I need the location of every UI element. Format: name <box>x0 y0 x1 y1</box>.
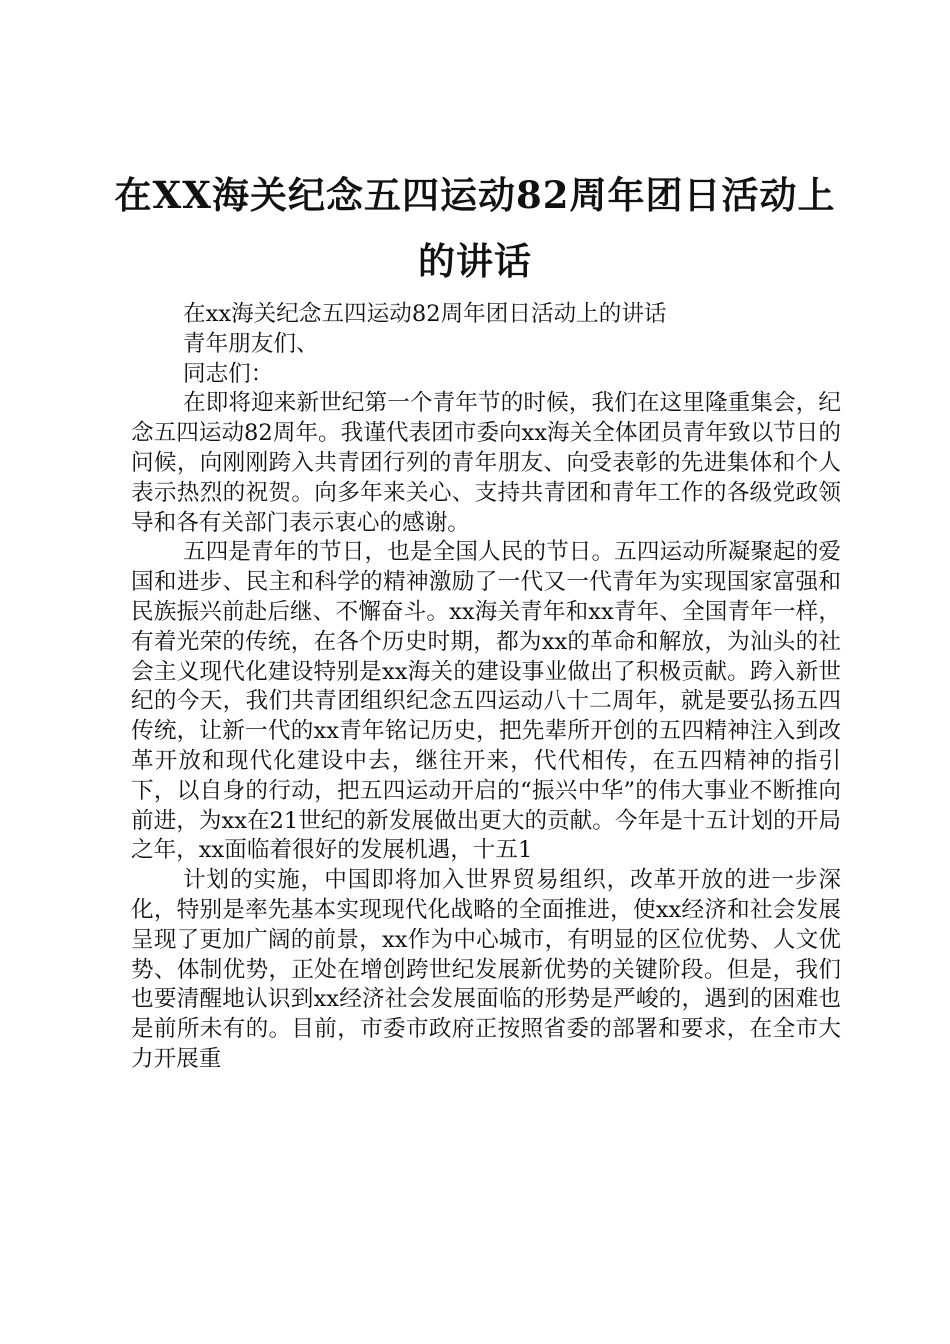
salutation-line-1: 青年朋友们、 <box>183 330 319 357</box>
salutation-line-2: 同志们： <box>183 360 274 387</box>
body-paragraph-heading: 在xx海关纪念五四运动82周年团日活动上的讲话 <box>183 301 667 327</box>
document-title: 在XX海关纪念五四运动82周年团日活动上的讲话 <box>114 173 836 283</box>
body-paragraph: 五四是青年的节日，也是全国人民的节日。五四运动所凝聚起的爱国和进步、民主和科学的精神激励了一代又一代青年为实现国家富强和民族振兴前赴后继、不懈奋斗。xx海关青年和xx青年、全国青年一样，有着光荣的传统，在各个历史时期，都为xx的革命和解放，为汕头的社会主义现代化建设特别是xx海关的建设事业做出了积极贡献。跨入新世纪的今天，我们共青团组织纪念五四运动八十二周年，就是要弘扬五四传统，让新一代的xx青年铭记历史，把先辈所开创的五四精神注入到改革开放和现代化建设中去，继往开来，代代相传，在五四精神的指引下，以自身的行动，把五四运动开启的“振兴中华”的伟大事业不断推向前进，为xx在21世纪的新发展做出更大的贡献。今年是十五计划的开局之年，xx面临着很好的发展机遇，十五1 <box>131 539 841 864</box>
document-body <box>131 300 841 1075</box>
body-paragraph: 在即将迎来新世纪第一个青年节的时候，我们在这里隆重集会，纪念五四运动82周年。我谨代表团市委向xx海关全体团员青年致以节日的问候，向刚刚跨入共青团行列的青年朋友、向受表彰的先进集体和个人表示热烈的祝贺。向多年来关心、支持共青团和青年工作的各级党政领导和各有关部门表示衷心的感谢。 <box>131 390 841 536</box>
body-paragraph: 计划的实施，中国即将加入世界贸易组织，改革开放的进一步深化，特别是率先基本实现现代化战略的全面推进，使xx经济和社会发展呈现了更加广阔的前景，xx作为中心城市，有明显的区位优势、人文优势、体制优势，正处在增创跨世纪发展新优势的关键阶段。但是，我们也要清醒地认识到xx经济社会发展面临的形势是严峻的，遇到的困难也是前所未有的。目前，市委市政府正按照省委的部署和要求，在全市大力开展重 <box>131 867 841 1072</box>
